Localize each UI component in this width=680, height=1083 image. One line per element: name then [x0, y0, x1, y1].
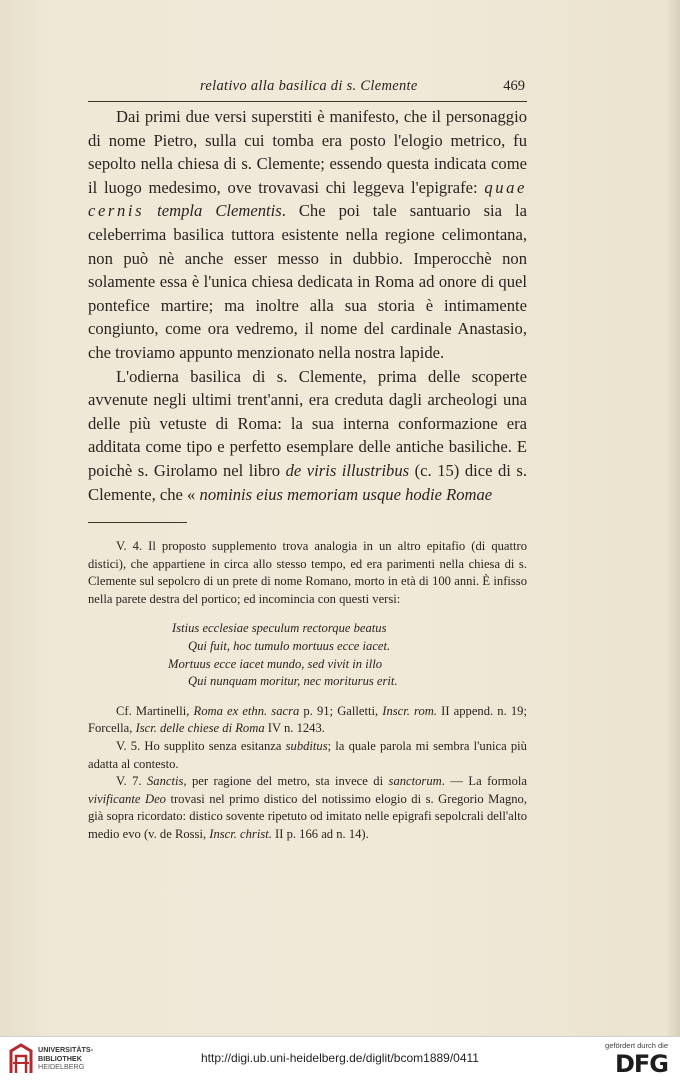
- viewer-footer: [0, 1036, 680, 1083]
- italic-text: sanctorum: [388, 774, 442, 789]
- library-line: BIBLIOTHEK: [38, 1053, 82, 1063]
- footnote-v5: [88, 738, 527, 773]
- text-run: V. 7.: [116, 774, 147, 789]
- text-run: trovasi nel primo distico del notissimo elogio di s. Gregorio Magno, già sopra ricordato: distico sovente ripetuto od imitato nelle epigrafi sepolcrali dell'alto medio evo (v. de Rossi,: [88, 791, 527, 841]
- italic-text: Sanctis: [146, 774, 184, 789]
- text-run: [144, 201, 157, 220]
- main-text: [88, 105, 527, 506]
- footnote-v7: [88, 773, 527, 843]
- verse-quote: [88, 620, 527, 690]
- funder-caption: gefördert durch die: [605, 1041, 668, 1050]
- italic-text: quae cernis: [88, 177, 527, 221]
- text-run: V. 4. Il proposto supplemento trova analogia in un altro epitafio (di quattro distici), che appartiene in circa allo stesso tempo, ed era parimenti nella chiesa di s. Clemente sul sepolcro di un prete di nome Romano, morto in età di 100 anni. È infisso nella parete destra del portico; ed incomincia con questi versi:: [88, 539, 527, 606]
- italic-text: vivificante Deo: [88, 791, 166, 806]
- running-title: relativo alla basilica di s. Clemente: [200, 78, 418, 94]
- text-run: ; la quale parola mi sembra l'unica più adatta al contesto.: [88, 738, 527, 771]
- italic-text: nominis eius memoriam usque hodie Romae: [199, 484, 493, 504]
- text-run: IV n. 1243.: [264, 721, 325, 736]
- italic-text: de viris illustribus: [285, 460, 410, 480]
- text-run: II append. n. 19; Forcella,: [88, 703, 527, 736]
- dfg-logo[interactable]: DFG: [614, 1050, 668, 1078]
- text-run: V. 5. Ho supplito senza esitanza: [116, 738, 286, 753]
- library-line: UNIVERSITÄTS-: [38, 1045, 94, 1054]
- italic-text: Inscr. christ.: [209, 826, 272, 841]
- text-run: Cf. Martinelli,: [116, 703, 194, 718]
- verse-line: Qui nunquam moritur, nec moriturus erit.: [188, 674, 398, 689]
- paragraph: [88, 365, 527, 507]
- footnote-v4: [88, 538, 527, 608]
- verse-line: Istius ecclesiae speculum rectorque beatus: [172, 621, 387, 636]
- library-line: HEIDELBERG: [38, 1062, 85, 1072]
- text-run: , per ragione del metro, sta invece di: [183, 774, 389, 789]
- text-run: . Che poi tale santuario sia la celeberrima basilica tuttora esistente nella regione celimontana, non può nè anche esser messo in dubbio. Imperocchè non solamente essa è l'unica chiesa dedicata in Roma ad onore di quel pontefice martire; ma inoltre alla sua storia è intimamente congiunto, come ora vedremo, il nome del cardinale Anastasio, che troviamo appunto menzionato nella nostra lapide.: [88, 201, 527, 362]
- verse-line: Mortuus ecce iacet mundo, sed vivit in illo: [168, 656, 383, 671]
- text-run: . — La formola: [441, 774, 527, 789]
- italic-text: Roma ex ethn. sacra: [193, 703, 300, 718]
- italic-text: Inscr. rom.: [382, 703, 438, 718]
- italic-text: Iscr. delle chiese di Roma: [135, 721, 265, 736]
- page-number: 469: [503, 78, 525, 94]
- italic-text: subditus: [285, 738, 328, 753]
- footnotes: [88, 538, 527, 844]
- paragraph: [88, 105, 527, 365]
- italic-text: templa Clementis: [157, 201, 282, 221]
- text-run: Dai primi due versi superstiti è manifesto, che il personaggio di nome Pietro, sulla cui tomba era posto l'elogio metrico, fu sepolto nella chiesa di s. Clemente; essendo questa indicata come il luogo medesimo, ove trovavasi chi leggeva l'epigrafe:: [88, 107, 527, 197]
- text-run: p. 91; Galletti,: [299, 703, 383, 718]
- text-run: (c. 15) dice di s. Clemente, che «: [88, 460, 527, 504]
- header-rule: [88, 101, 527, 102]
- footnote-rule: [88, 522, 187, 523]
- text-run: L'odierna basilica di s. Clemente, prima delle scoperte avvenute negli ultimi trent'anni, era creduta dagli archeologi una delle più vetuste di Roma: la sua interna conformazione era additata come tipo e perfetto esemplare delle antiche basiliche. E poichè s. Girolamo nel libro: [88, 366, 527, 480]
- page-url-link[interactable]: http://digi.ub.uni-heidelberg.de/diglit/bcom1889/0411: [201, 1051, 479, 1065]
- footnote-references: [88, 703, 527, 738]
- verse-line: Qui fuit, hoc tumulo mortuus ecce iacet.: [188, 638, 391, 653]
- text-run: II p. 166 ad n. 14).: [271, 826, 369, 841]
- running-header: [88, 76, 527, 98]
- page-edge: [668, 0, 680, 1036]
